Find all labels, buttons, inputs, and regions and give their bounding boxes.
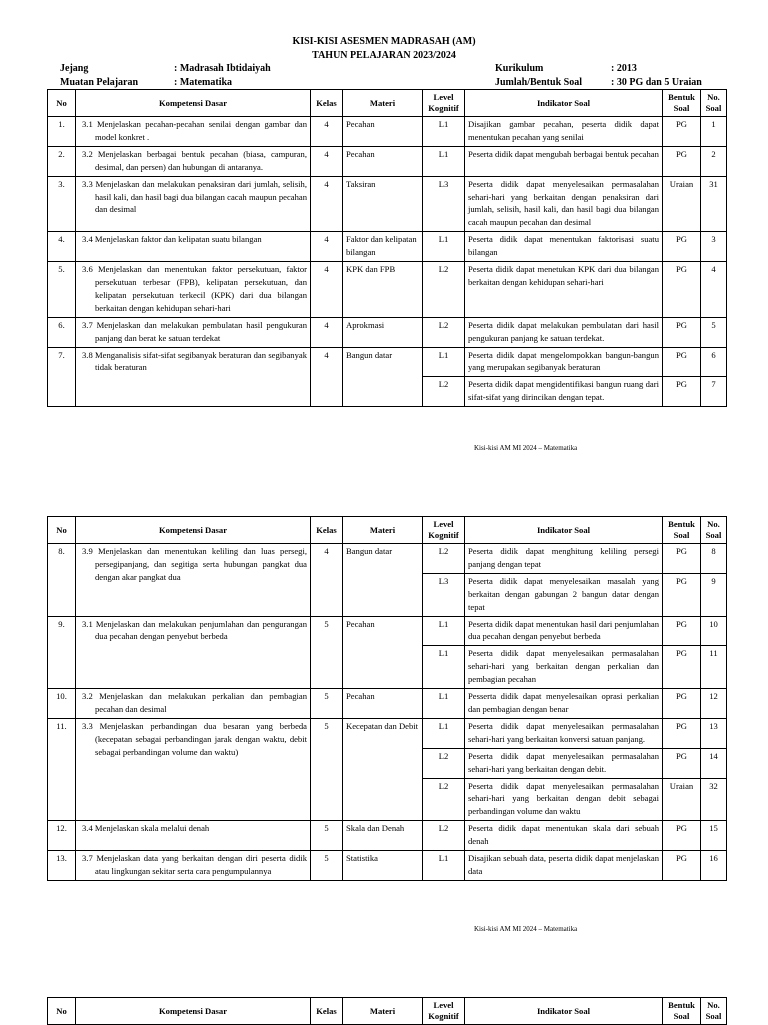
indikator-soal-cell: Peserta didik dapat menyelesaikan masalah yang berkaitan dengan gabungan 2 bangun datar dengan tepat: [465, 573, 663, 616]
kompetensi-dasar-text: 3.2 Menjelaskan berbagai bentuk pecahan (biasa, campuran, desimal, dan persen) dan hubungan di antaranya.: [82, 148, 307, 172]
kompetensi-dasar-text: 3.3 Menjelaskan perbandingan dua besaran yang berbeda (kecepatan sebagai perbandingan jarak dengan waktu, debit sebagai perbandingan volume dan waktu): [82, 720, 307, 757]
row-number: 4.: [48, 232, 76, 262]
col-header-level-line2: Kognitif: [428, 103, 459, 113]
indikator-soal-cell: Peserta didik dapat melakukan pembulatan dari hasil pengukuran panjang ke satuan terdekat.: [465, 317, 663, 347]
materi-cell: Aprokmasi: [343, 317, 423, 347]
nomor-soal-cell: 5: [701, 317, 727, 347]
bentuk-soal-cell: PG: [663, 117, 701, 147]
col-header-bentuk-line1: Bentuk: [668, 1000, 695, 1010]
materi-cell: Pecahan: [343, 117, 423, 147]
level-kognitif-cell: L2: [423, 317, 465, 347]
level-kognitif-cell: L1: [423, 117, 465, 147]
indikator-soal-cell: Peserta didik dapat menetukan KPK dari dua bilangan berkaitan dengan kehidupan sehari-hari: [465, 262, 663, 318]
jumlah-value: : 30 PG dan 5 Uraian: [611, 77, 702, 88]
kompetensi-dasar-text: 3.1 Menjelaskan dan melakukan penjumlahan dan pengurangan dua pecahan dengan penyebut berbeda: [82, 618, 307, 642]
bentuk-soal-cell: PG: [663, 689, 701, 719]
col-header-no-soal: [701, 517, 727, 544]
muatan-value: : Matematika: [174, 77, 233, 88]
level-kognitif-cell: L2: [423, 377, 465, 407]
page-footer: Kisi-kisi AM MI 2024 – Matematika: [474, 444, 578, 452]
kompetensi-dasar-cell: [76, 689, 311, 719]
kompetensi-dasar-text: 3.3 Menjelaskan dan melakukan penaksiran dari jumlah, selisih, hasil kali, dan hasil bagi dua bilangan cacah maupun pecahan dan desimal: [82, 178, 307, 215]
nomor-soal-cell: 10: [701, 616, 727, 646]
level-kognitif-cell: L2: [423, 821, 465, 851]
col-header-kelas: Kelas: [311, 90, 343, 117]
header-row: [48, 998, 727, 1025]
level-kognitif-cell: L1: [423, 718, 465, 748]
kompetensi-dasar-text: 3.4 Menjelaskan faktor dan kelipatan suatu bilangan: [82, 234, 262, 245]
col-header-level-kognitif: [423, 90, 465, 117]
table-row: [48, 689, 727, 719]
indikator-soal-cell: Peserta didik dapat menghitung keliling persegi panjang dengan tepat: [465, 544, 663, 574]
materi-cell: Taksiran: [343, 176, 423, 232]
indikator-soal-cell: Disajikan sebuah data, peserta didik dapat menjelaskan data: [465, 851, 663, 881]
col-header-no-soal: [701, 998, 727, 1025]
nomor-soal-cell: 1: [701, 117, 727, 147]
kompetensi-dasar-text: 3.9 Menjelaskan dan menentukan keliling dan luas persegi, persegipanjang, dan segitiga serta hubungan pangkat dua dengan akar pangkat dua: [82, 546, 307, 582]
col-header-nosoal-line2: Soal: [705, 103, 722, 113]
col-header-bentuk-line1: Bentuk: [668, 519, 695, 529]
document-title: KISI-KISI ASESMEN MADRASAH (AM): [292, 36, 476, 47]
col-header-bentuk-line2: Soal: [673, 1011, 690, 1021]
level-kognitif-cell: L3: [423, 176, 465, 232]
kompetensi-dasar-text: 3.8 Menganalisis sifat-sifat segibanyak beraturan dan segibanyak tidak beraturan: [82, 349, 307, 373]
kisi-kisi-table-page-3: [47, 997, 727, 1025]
kompetensi-dasar-cell: [76, 718, 311, 820]
col-header-kompetensi-dasar: Kompetensi Dasar: [76, 998, 311, 1025]
row-number: 1.: [48, 117, 76, 147]
table-row: [48, 117, 727, 147]
col-header-no: No: [48, 998, 76, 1025]
bentuk-soal-cell: PG: [663, 146, 701, 176]
kompetensi-dasar-cell: [76, 317, 311, 347]
bentuk-soal-cell: PG: [663, 851, 701, 881]
col-header-materi: Materi: [343, 517, 423, 544]
jumlah-label: Jumlah/Bentuk Soal: [495, 77, 582, 88]
kompetensi-dasar-cell: [76, 851, 311, 881]
materi-cell: Bangun datar: [343, 544, 423, 617]
bentuk-soal-cell: PG: [663, 616, 701, 646]
col-header-kelas: Kelas: [311, 998, 343, 1025]
nomor-soal-cell: 15: [701, 821, 727, 851]
level-kognitif-cell: L1: [423, 616, 465, 646]
table-row: [48, 146, 727, 176]
kelas-cell: 4: [311, 117, 343, 147]
bentuk-soal-cell: PG: [663, 718, 701, 748]
nomor-soal-cell: 8: [701, 544, 727, 574]
col-header-level-line1: Level: [433, 1000, 454, 1010]
materi-cell: Skala dan Denah: [343, 821, 423, 851]
level-kognitif-cell: L1: [423, 232, 465, 262]
kelas-cell: 5: [311, 821, 343, 851]
indikator-soal-cell: Peserta didik dapat menyelesaikan permasalahan sehari-hari yang berkaitan dengan debit.: [465, 748, 663, 778]
nomor-soal-cell: 11: [701, 646, 727, 689]
nomor-soal-cell: 2: [701, 146, 727, 176]
nomor-soal-cell: 32: [701, 778, 727, 821]
kompetensi-dasar-cell: [76, 544, 311, 617]
indikator-soal-cell: Peserta didik dapat menentukan hasil dari penjumlahan dua pecahan dengan penyebut berbeda: [465, 616, 663, 646]
indikator-soal-cell: Peserta didik dapat menentukan faktorisasi suatu bilangan: [465, 232, 663, 262]
nomor-soal-cell: 16: [701, 851, 727, 881]
materi-cell: KPK dan FPB: [343, 262, 423, 318]
kompetensi-dasar-text: 3.7 Menjelaskan dan melakukan pembulatan hasil pengukuran panjang dan berat ke satuan terdekat: [82, 319, 307, 343]
col-header-nosoal-line2: Soal: [705, 530, 722, 540]
bentuk-soal-cell: Uraian: [663, 778, 701, 821]
materi-cell: Faktor dan kelipatan bilangan: [343, 232, 423, 262]
bentuk-soal-cell: PG: [663, 646, 701, 689]
kompetensi-dasar-cell: [76, 232, 311, 262]
nomor-soal-cell: 31: [701, 176, 727, 232]
col-header-materi: Materi: [343, 90, 423, 117]
bentuk-soal-cell: PG: [663, 232, 701, 262]
kelas-cell: 5: [311, 616, 343, 689]
kelas-cell: 4: [311, 146, 343, 176]
level-kognitif-cell: L2: [423, 748, 465, 778]
col-header-bentuk-soal: [663, 998, 701, 1025]
materi-cell: Bangun datar: [343, 347, 423, 407]
jenjang-label: Jejang: [60, 63, 89, 74]
nomor-soal-cell: 13: [701, 718, 727, 748]
table-row: [48, 317, 727, 347]
level-kognitif-cell: L2: [423, 778, 465, 821]
materi-cell: Kecepatan dan Debit: [343, 718, 423, 820]
bentuk-soal-cell: PG: [663, 262, 701, 318]
nomor-soal-cell: 6: [701, 347, 727, 377]
kisi-kisi-table-page-2: [47, 516, 727, 881]
table-row: [48, 821, 727, 851]
col-header-bentuk-line1: Bentuk: [668, 92, 695, 102]
bentuk-soal-cell: PG: [663, 573, 701, 616]
col-header-level-line2: Kognitif: [428, 530, 459, 540]
indikator-soal-cell: Peserta didik dapat mengidentifikasi bangun ruang dari sifat-sifat yang dirincikan dengan tepat.: [465, 377, 663, 407]
kompetensi-dasar-cell: [76, 616, 311, 689]
indikator-soal-cell: Peserta didik dapat menentukan skala dari sebuah denah: [465, 821, 663, 851]
indikator-soal-cell: Peserta didik dapat menyelesaikan permasalahan sehari-hari yang berkaitan dengan debit sebagai perbandingan volume dan waktu: [465, 778, 663, 821]
indikator-soal-cell: Peserta didik dapat menyelesaikan permasalahan sehari-hari yang berkaitan konversi satuan panjang.: [465, 718, 663, 748]
kelas-cell: 4: [311, 262, 343, 318]
col-header-bentuk-soal: [663, 90, 701, 117]
col-header-no: No: [48, 90, 76, 117]
row-number: 5.: [48, 262, 76, 318]
kelas-cell: 4: [311, 176, 343, 232]
nomor-soal-cell: 12: [701, 689, 727, 719]
table-row: [48, 347, 727, 377]
level-kognitif-cell: L3: [423, 573, 465, 616]
bentuk-soal-cell: PG: [663, 748, 701, 778]
col-header-kelas: Kelas: [311, 517, 343, 544]
table-row: [48, 544, 727, 574]
kompetensi-dasar-cell: [76, 117, 311, 147]
row-number: 13.: [48, 851, 76, 881]
row-number: 9.: [48, 616, 76, 689]
kompetensi-dasar-text: 3.6 Menjelaskan dan menentukan faktor persekutuan, faktor persekutuan terbesar (FPB), kelipatan persekutuan, dan kelipatan persekutuan terkecil (KPK) dari dua bilangan berkaitan dengan kehidupan sehari-hari: [82, 264, 307, 313]
row-number: 7.: [48, 347, 76, 407]
row-number: 3.: [48, 176, 76, 232]
kompetensi-dasar-text: 3.7 Menjelaskan data yang berkaitan dengan diri peserta didik atau lingkungan sekitar serta cara pengumpulannya: [82, 853, 307, 876]
kompetensi-dasar-cell: [76, 347, 311, 407]
col-header-materi: Materi: [343, 998, 423, 1025]
table-row: [48, 176, 727, 232]
col-header-level-line1: Level: [433, 92, 454, 102]
bentuk-soal-cell: PG: [663, 544, 701, 574]
materi-cell: Pecahan: [343, 616, 423, 689]
level-kognitif-cell: L1: [423, 146, 465, 176]
col-header-nosoal-line1: No.: [707, 92, 720, 102]
col-header-kompetensi-dasar: Kompetensi Dasar: [76, 517, 311, 544]
kompetensi-dasar-cell: [76, 821, 311, 851]
page-footer: Kisi-kisi AM MI 2024 – Matematika: [474, 925, 578, 933]
col-header-level-line1: Level: [433, 519, 454, 529]
kelas-cell: 5: [311, 851, 343, 881]
level-kognitif-cell: L1: [423, 646, 465, 689]
col-header-bentuk-line2: Soal: [673, 530, 690, 540]
col-header-no-soal: [701, 90, 727, 117]
row-number: 6.: [48, 317, 76, 347]
materi-cell: Pecahan: [343, 146, 423, 176]
kelas-cell: 5: [311, 718, 343, 820]
col-header-bentuk-line2: Soal: [673, 103, 690, 113]
nomor-soal-cell: 3: [701, 232, 727, 262]
level-kognitif-cell: L1: [423, 689, 465, 719]
kompetensi-dasar-cell: [76, 176, 311, 232]
bentuk-soal-cell: PG: [663, 377, 701, 407]
materi-cell: Pecahan: [343, 689, 423, 719]
nomor-soal-cell: 7: [701, 377, 727, 407]
indikator-soal-cell: Disajikan gambar pecahan, peserta didik dapat menentukan pecahan yang senilai: [465, 117, 663, 147]
kompetensi-dasar-cell: [76, 146, 311, 176]
jenjang-value: : Madrasah Ibtidaiyah: [174, 63, 271, 74]
kurikulum-label: Kurikulum: [495, 63, 544, 74]
col-header-nosoal-line1: No.: [707, 1000, 720, 1010]
row-number: 2.: [48, 146, 76, 176]
nomor-soal-cell: 4: [701, 262, 727, 318]
col-header-level-line2: Kognitif: [428, 1011, 459, 1021]
kelas-cell: 4: [311, 232, 343, 262]
kelas-cell: 5: [311, 689, 343, 719]
table-row: [48, 262, 727, 318]
row-number: 10.: [48, 689, 76, 719]
col-header-no: No: [48, 517, 76, 544]
row-number: 11.: [48, 718, 76, 820]
kelas-cell: 4: [311, 317, 343, 347]
indikator-soal-cell: Peserta didik dapat mengubah berbagai bentuk pecahan: [465, 146, 663, 176]
kompetensi-dasar-cell: [76, 262, 311, 318]
bentuk-soal-cell: Uraian: [663, 176, 701, 232]
table-row: [48, 616, 727, 646]
nomor-soal-cell: 14: [701, 748, 727, 778]
indikator-soal-cell: Pesserta didik dapat menyelesaikan oprasi perkalian dan pembagian dengan benar: [465, 689, 663, 719]
materi-cell: Statistika: [343, 851, 423, 881]
bentuk-soal-cell: PG: [663, 821, 701, 851]
col-header-level-kognitif: [423, 517, 465, 544]
col-header-kompetensi-dasar: Kompetensi Dasar: [76, 90, 311, 117]
level-kognitif-cell: L2: [423, 544, 465, 574]
indikator-soal-cell: Peserta didik dapat menyelesaikan permasalahan sehari-hari yang berkaitan dengan perkalian dan pembagian pecahan: [465, 646, 663, 689]
row-number: 12.: [48, 821, 76, 851]
level-kognitif-cell: L1: [423, 347, 465, 377]
row-number: 8.: [48, 544, 76, 617]
col-header-indikator-soal: Indikator Soal: [465, 998, 663, 1025]
kelas-cell: 4: [311, 347, 343, 407]
col-header-nosoal-line2: Soal: [705, 1011, 722, 1021]
col-header-indikator-soal: Indikator Soal: [465, 90, 663, 117]
kompetensi-dasar-text: 3.1 Menjelaskan pecahan-pecahan senilai dengan gambar dan model konkret .: [82, 119, 307, 142]
table-row: [48, 718, 727, 748]
table-row: [48, 232, 727, 262]
muatan-label: Muatan Pelajaran: [60, 77, 139, 88]
col-header-indikator-soal: Indikator Soal: [465, 517, 663, 544]
bentuk-soal-cell: PG: [663, 347, 701, 377]
document-subtitle: TAHUN PELAJARAN 2023/2024: [312, 50, 456, 61]
level-kognitif-cell: L2: [423, 262, 465, 318]
col-header-level-kognitif: [423, 998, 465, 1025]
kelas-cell: 4: [311, 544, 343, 617]
indikator-soal-cell: Peserta didik dapat menyelesaikan permasalahan sehari-hari yang berkaitan dengan penaksiran dari jumlah, selisih, hasil kali, dan hasil bagi dua bilangan cacah maupun pecahan dan desimal: [465, 176, 663, 232]
header-row: [48, 517, 727, 544]
kompetensi-dasar-text: 3.2 Menjelaskan dan melakukan perkalian dan pembagian pecahan dan desimal: [82, 691, 307, 714]
kurikulum-value: : 2013: [611, 63, 637, 74]
level-kognitif-cell: L1: [423, 851, 465, 881]
header-row: [48, 90, 727, 117]
indikator-soal-cell: Peserta didik dapat mengelompokkan bangun-bangun yang merupakan segibanyak beraturan: [465, 347, 663, 377]
bentuk-soal-cell: PG: [663, 317, 701, 347]
kompetensi-dasar-text: 3.4 Menjelaskan skala melalui denah: [82, 823, 210, 834]
col-header-bentuk-soal: [663, 517, 701, 544]
table-row: [48, 851, 727, 881]
col-header-nosoal-line1: No.: [707, 519, 720, 529]
nomor-soal-cell: 9: [701, 573, 727, 616]
kisi-kisi-table-page-1: [47, 89, 727, 407]
